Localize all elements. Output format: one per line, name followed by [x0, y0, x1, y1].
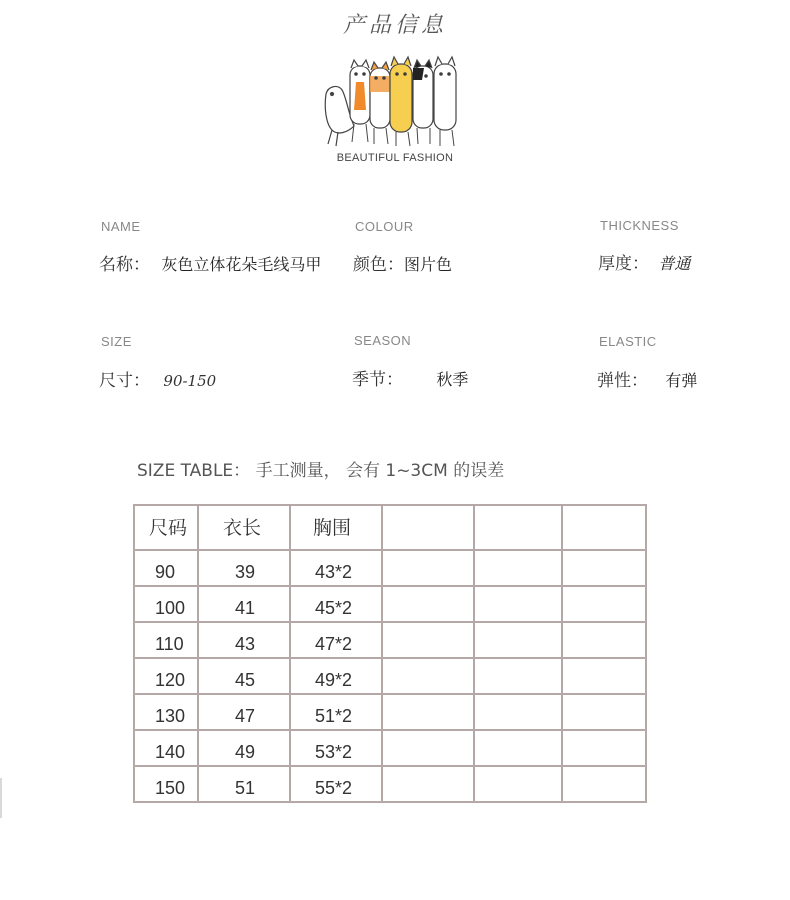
table-row [134, 622, 646, 658]
size-cell: 150 [155, 778, 186, 798]
header-length: 衣长 [223, 518, 262, 539]
empty-cell [475, 691, 561, 693]
size-cell: 130 [155, 706, 186, 726]
size-cell: 120 [155, 670, 186, 690]
thickness-label: 厚度： [598, 254, 649, 274]
empty-cell [563, 727, 645, 729]
elastic-field [597, 366, 697, 391]
empty-cell [563, 763, 645, 765]
thickness-field [598, 249, 690, 274]
length-cell: 51 [235, 778, 256, 798]
chest-cell: 49*2 [315, 670, 353, 690]
empty-cell [475, 799, 561, 801]
colour-label-en: COLOUR [355, 219, 414, 234]
empty-cell [383, 619, 473, 621]
elastic-value: 有弹 [665, 371, 698, 390]
colour-field [353, 250, 452, 275]
size-cell: 140 [155, 742, 186, 762]
empty-cell [383, 655, 473, 657]
size-value: 90-150 [163, 372, 217, 390]
season-label: 季节： [352, 370, 403, 390]
empty-cell [383, 799, 473, 801]
season-value: 秋季 [436, 370, 469, 389]
empty-cell [475, 619, 561, 621]
empty-cell [383, 583, 473, 585]
length-cell: 45 [235, 670, 256, 690]
empty-cell [475, 727, 561, 729]
length-cell: 49 [235, 742, 256, 762]
length-cell: 47 [235, 706, 256, 726]
table-row [134, 766, 646, 802]
name-value: 灰色立体花朵毛线马甲 [161, 255, 322, 274]
header-chest: 胸围 [313, 518, 352, 539]
page-title: 产品信息 [342, 13, 447, 38]
empty-cell [563, 799, 645, 801]
length-cell: 43 [235, 634, 256, 654]
cats-logo [318, 52, 464, 168]
size-table [133, 504, 647, 803]
size-cell: 110 [155, 634, 184, 654]
name-label-en: NAME [101, 219, 141, 234]
empty-cell [383, 727, 473, 729]
elastic-label-en: ELASTIC [599, 334, 657, 349]
chest-cell: 53*2 [315, 742, 353, 762]
chest-cell: 45*2 [315, 598, 353, 618]
chest-cell: 43*2 [315, 562, 353, 582]
empty-cell [563, 655, 645, 657]
table-header-row [134, 505, 646, 550]
elastic-label: 弹性： [597, 371, 648, 391]
header-empty-3 [563, 527, 645, 529]
empty-cell [383, 763, 473, 765]
chest-cell: 55*2 [315, 778, 353, 798]
chest-cell: 51*2 [315, 706, 353, 726]
empty-cell [475, 583, 561, 585]
empty-cell [563, 619, 645, 621]
colour-label: 颜色： [353, 255, 404, 275]
size-label: 尺寸： [99, 371, 150, 391]
empty-cell [563, 583, 645, 585]
name-label: 名称： [99, 255, 150, 275]
thickness-value: 普通 [658, 254, 691, 273]
table-row [134, 730, 646, 766]
chest-cell: 47*2 [315, 634, 353, 654]
table-row [134, 694, 646, 730]
season-label-en: SEASON [354, 333, 412, 348]
table-row [134, 586, 646, 622]
empty-cell [563, 691, 645, 693]
colour-value: 图片色 [404, 255, 453, 274]
empty-cell [475, 655, 561, 657]
season-field [352, 365, 468, 390]
size-label-en: SIZE [101, 334, 132, 349]
header-empty-2 [475, 527, 561, 529]
table-row [134, 658, 646, 694]
edge-divider [0, 778, 2, 818]
brand-caption: BEAUTIFUL FASHION [336, 152, 454, 164]
length-cell: 39 [235, 562, 256, 582]
thickness-label-en: THICKNESS [600, 218, 679, 233]
empty-cell [475, 763, 561, 765]
name-field [99, 250, 321, 275]
header-size: 尺码 [149, 518, 188, 539]
length-cell: 41 [235, 598, 256, 618]
size-table-body [134, 550, 646, 802]
table-row [134, 550, 646, 586]
size-cell: 100 [155, 598, 186, 618]
size-field [99, 366, 216, 391]
header-empty-1 [383, 527, 473, 529]
size-table-caption: SIZE TABLE： 手工测量， 会有 1~3CM 的误差 [137, 461, 505, 481]
empty-cell [383, 691, 473, 693]
size-cell: 90 [155, 562, 176, 582]
